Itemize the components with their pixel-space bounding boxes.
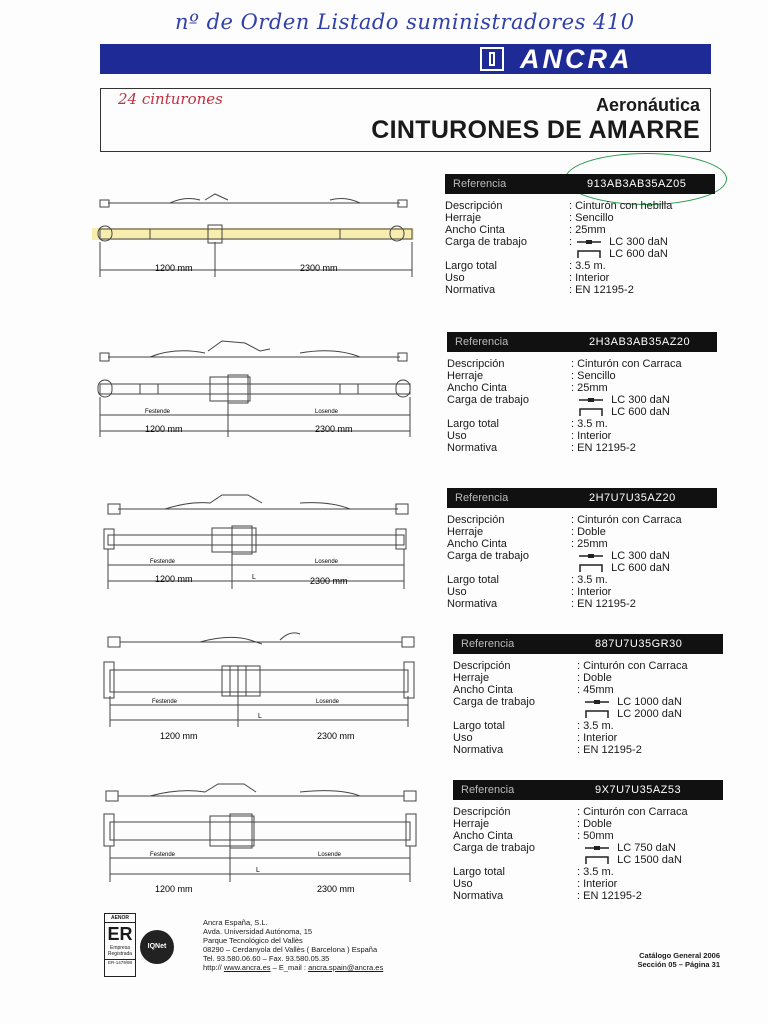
straight-pull-icon (585, 844, 609, 852)
label-length: Largo total (453, 720, 505, 732)
reference-label: Referencia (453, 178, 507, 190)
value-load-1: LC 300 daN (609, 236, 668, 248)
reference-bar (453, 634, 723, 654)
straight-pull-icon (579, 552, 603, 560)
spec-table (447, 332, 717, 454)
value-width: : 25mm (571, 538, 608, 550)
label-description: Descripción (453, 806, 511, 818)
address-line: Avda. Universidad Autónoma, 15 (203, 927, 313, 936)
value-length: : 3.5 m. (577, 720, 614, 732)
website-link[interactable]: www.ancra.es (223, 963, 271, 972)
web-prefix: http:// (203, 963, 224, 972)
reference-bar (445, 174, 715, 194)
page-title: CINTURONES DE AMARRE (371, 116, 700, 144)
value-standard: : EN 12195-2 (577, 744, 642, 756)
value-use: : Interior (571, 430, 612, 442)
strap-drawing (0, 182, 440, 292)
value-load-1: LC 750 daN (617, 842, 676, 854)
product-block (0, 632, 768, 772)
value-use: : Interior (571, 586, 612, 598)
value-width: : 25mm (571, 382, 608, 394)
label-load: Carga de trabajo (447, 394, 529, 406)
label-hardware: Herraje (453, 818, 490, 830)
spec-table (453, 780, 723, 902)
label-width: Ancho Cinta (453, 830, 513, 842)
label-use: Uso (447, 430, 467, 442)
email-link[interactable]: ancra.spain@ancra.es (308, 963, 384, 972)
length-long-label: 2300 mm (310, 576, 348, 586)
label-use: Uso (445, 272, 465, 284)
length-long-label: 2300 mm (317, 731, 355, 741)
label-standard: Normativa (445, 284, 496, 296)
fixed-end-label: Festende (145, 409, 171, 415)
value-load-2: LC 600 daN (611, 562, 670, 574)
value-hardware: : Sencillo (571, 370, 616, 382)
loose-end-label: Losende (316, 699, 340, 705)
fixed-end-label: Festende (152, 699, 178, 705)
value-description: : Cinturón con Carraca (577, 806, 688, 818)
loose-end-label: Losende (318, 852, 342, 858)
label-load: Carga de trabajo (445, 236, 527, 248)
strap-drawing (0, 778, 440, 896)
spec-table: Referencia 913AB3AB35AZ05 Descripción : Cinturón con hebilla Herraje : Sencillo Ancho Cinta : 25mm Carga de trabajo : LC 300 daN LC 600 daN Largo total : 3.5 m. Uso : Interior Normativa : EN 12195-2 (445, 174, 715, 296)
label-description: Descripción (447, 514, 505, 526)
reference-code: 887U7U35GR30 (595, 638, 683, 650)
value-length: : 3.5 m. (571, 574, 608, 586)
label-hardware: Herraje (447, 370, 484, 382)
label-description: Descripción (445, 200, 503, 212)
reference-bar (447, 488, 717, 508)
label-width: Ancho Cinta (447, 382, 507, 394)
label-width: Ancho Cinta (447, 538, 507, 550)
value-hardware: : Doble (577, 672, 612, 684)
handwritten-quantity-note: 24 cinturones (118, 90, 223, 108)
address-line: Parque Tecnológico del Vallès (203, 936, 303, 945)
loop-pull-icon (585, 710, 609, 718)
spec-table (447, 488, 717, 610)
loop-pull-icon (577, 250, 601, 258)
reference-label: Referencia (461, 638, 515, 650)
title-box (100, 88, 711, 152)
value-description: : Cinturón con Carraca (571, 358, 682, 370)
label-load: Carga de trabajo (453, 696, 535, 708)
reference-label: Referencia (455, 492, 509, 504)
value-use: : Interior (569, 272, 610, 284)
length-long-label: 2300 mm (315, 424, 353, 434)
value-use: : Interior (577, 732, 618, 744)
length-long-label: 2300 mm (317, 884, 355, 894)
dimension-mark: L (252, 574, 256, 581)
value-standard: : EN 12195-2 (569, 284, 634, 296)
reference-code: 9X7U7U35AZ53 (595, 784, 682, 796)
value-width: : 25mm (569, 224, 606, 236)
reference-code: 913AB3AB35AZ05 (587, 178, 687, 190)
value-load-2: LC 600 daN (611, 406, 670, 418)
value-hardware: : Doble (577, 818, 612, 830)
brand-name: ANCRA (520, 44, 633, 74)
strap-drawing (0, 335, 440, 450)
label-description: Descripción (453, 660, 511, 672)
strap-drawing (0, 491, 440, 606)
mail-prefix: – E_mail : (270, 963, 309, 972)
value-description: : Cinturón con hebilla (569, 200, 673, 212)
product-block (0, 172, 768, 312)
reference-label: Referencia (455, 336, 509, 348)
straight-pull-icon (577, 238, 601, 246)
value-load-2: LC 1500 daN (617, 854, 682, 866)
value-standard: : EN 12195-2 (577, 890, 642, 902)
label-hardware: Herraje (447, 526, 484, 538)
value-standard: : EN 12195-2 (571, 598, 636, 610)
label-use: Uso (447, 586, 467, 598)
fixed-end-label: Festende (150, 559, 176, 565)
label-load: Carga de trabajo (447, 550, 529, 562)
value-load-2: LC 600 daN (609, 248, 668, 260)
fixed-end-label: Festende (150, 852, 176, 858)
spec-table (453, 634, 723, 756)
value-use: : Interior (577, 878, 618, 890)
phone-fax: Tel. 93.580.06.60 – Fax. 93.580.05.35 (203, 954, 330, 963)
handwritten-order-note: nº de Orden Listado suministradores 410 (175, 10, 635, 34)
catalog-info (610, 951, 720, 969)
product-block (0, 778, 768, 918)
dimension-mark: L (258, 713, 262, 720)
label-standard: Normativa (447, 442, 498, 454)
page-subtitle: Aeronáutica (595, 95, 700, 115)
length-long-label: 2300 mm (300, 263, 338, 273)
label-load: Carga de trabajo (453, 842, 535, 854)
reference-bar (453, 780, 723, 800)
label-length: Largo total (445, 260, 497, 272)
label-description: Descripción (447, 358, 505, 370)
length-short-label: 1200 mm (155, 574, 193, 584)
value-width: : 50mm (577, 830, 614, 842)
label-length: Largo total (447, 418, 499, 430)
loop-pull-icon (585, 856, 609, 864)
value-standard: : EN 12195-2 (571, 442, 636, 454)
label-hardware: Herraje (445, 212, 482, 224)
value-length: : 3.5 m. (577, 866, 614, 878)
page-reference: Sección 05 – Página 31 (637, 960, 720, 969)
label-length: Largo total (453, 866, 505, 878)
company-address (203, 918, 383, 972)
er-number: ER-1479/98 (105, 959, 135, 965)
label-width: Ancho Cinta (453, 684, 513, 696)
label-length: Largo total (447, 574, 499, 586)
label-use: Uso (453, 732, 473, 744)
length-short-label: 1200 mm (145, 424, 183, 434)
iqnet-logo-icon: IQNet (140, 930, 174, 964)
value-load-1: LC 300 daN (611, 550, 670, 562)
label-standard: Normativa (447, 598, 498, 610)
value-length: : 3.5 m. (569, 260, 606, 272)
reference-code: 2H3AB3AB35AZ20 (589, 336, 691, 348)
ancra-logo-icon (480, 47, 504, 71)
value-load-2: LC 2000 daN (617, 708, 682, 720)
length-short-label: 1200 mm (155, 263, 193, 273)
length-short-label: 1200 mm (155, 884, 193, 894)
aenor-certification-badge (104, 913, 136, 977)
loose-end-label: Losende (315, 559, 339, 565)
loop-pull-icon (579, 564, 603, 572)
label-use: Uso (453, 878, 473, 890)
product-block (0, 330, 768, 470)
value-hardware: : Sencillo (569, 212, 614, 224)
product-block (0, 486, 768, 626)
er-caption: Empresa Registrada (107, 945, 133, 957)
er-mark: ER (107, 924, 133, 944)
company-name: Ancra España, S.L. (203, 918, 268, 927)
value-load-1: LC 300 daN (611, 394, 670, 406)
catalog-title: Catálogo General 2006 (639, 951, 720, 960)
straight-pull-icon (579, 396, 603, 404)
reference-bar (447, 332, 717, 352)
loose-end-label: Losende (315, 409, 339, 415)
strap-drawing (0, 632, 440, 747)
value-load-1: LC 1000 daN (617, 696, 682, 708)
dimension-mark: L (256, 867, 260, 874)
value-description: : Cinturón con Carraca (571, 514, 682, 526)
reference-code: 2H7U7U35AZ20 (589, 492, 676, 504)
aenor-label: AENOR (105, 914, 135, 923)
value-hardware: : Doble (571, 526, 606, 538)
label-standard: Normativa (453, 890, 504, 902)
label-standard: Normativa (453, 744, 504, 756)
reference-label: Referencia (461, 784, 515, 796)
straight-pull-icon (585, 698, 609, 706)
loop-pull-icon (579, 408, 603, 416)
label-width: Ancho Cinta (445, 224, 505, 236)
label-hardware: Herraje (453, 672, 490, 684)
value-description: : Cinturón con Carraca (577, 660, 688, 672)
length-short-label: 1200 mm (160, 731, 198, 741)
address-line: 08290 – Cerdanyola del Vallès ( Barcelona ) España (203, 945, 378, 954)
value-length: : 3.5 m. (571, 418, 608, 430)
value-width: : 45mm (577, 684, 614, 696)
